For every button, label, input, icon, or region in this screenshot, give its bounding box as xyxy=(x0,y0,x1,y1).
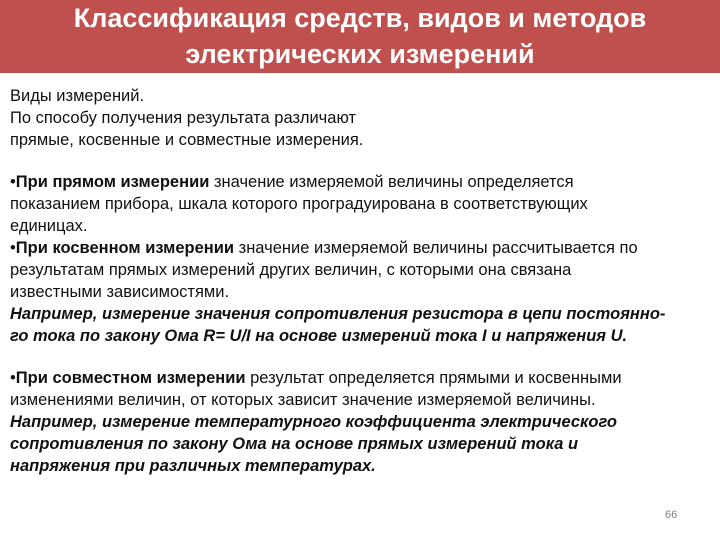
direct-measurement-line-1 xyxy=(10,171,710,193)
joint-measurement-text: результат определяется прямыми и косвенными xyxy=(245,369,622,387)
title-line-2: электрических измерений xyxy=(185,39,535,69)
joint-measurement-line-2: изменениями величин, от которых зависит значение измеряемой величины. xyxy=(10,391,596,409)
joint-measurement-line-1 xyxy=(10,367,710,389)
direct-measurement-text: значение измеряемой величины определяется xyxy=(209,173,574,191)
spacer xyxy=(10,347,710,367)
indirect-measurement-line-1 xyxy=(10,237,710,259)
indirect-example-line-2: го тока по закону Ома R= U/I на основе измерений тока I и напряжения U. xyxy=(10,327,628,345)
joint-example-line-2: сопротивления по закону Ома на основе прямых измерений тока и xyxy=(10,435,579,453)
title-line-1: Классификация средств, видов и методов xyxy=(73,3,647,33)
title-banner xyxy=(0,0,720,75)
spacer xyxy=(10,151,710,171)
joint-example-line-1: Например, измерение температурного коэффициента электрического xyxy=(10,413,617,431)
joint-example-line-3: напряжения при различных температурах. xyxy=(10,457,376,475)
slide-body xyxy=(10,85,710,477)
indirect-measurement-line-3: известными зависимостями. xyxy=(10,283,230,301)
intro-line-2: По способу получения результата различают xyxy=(10,109,357,127)
slide-title xyxy=(0,0,720,72)
joint-measurement-term: При совместном измерении xyxy=(15,369,246,387)
indirect-measurement-line-2: результатам прямых измерений других величин, с которыми она связана xyxy=(10,261,572,279)
indirect-example-line-1: Например, измерение значения сопротивления резистора в цепи постоянно- xyxy=(10,305,666,323)
direct-measurement-line-2: показанием прибора, шкала которого проградуирована в соответствующих xyxy=(10,195,588,213)
bullet: • xyxy=(10,239,16,257)
indirect-measurement-term: При косвенном измерении xyxy=(15,239,235,257)
indirect-measurement-text: значение измеряемой величины рассчитывается по xyxy=(234,239,638,257)
bullet: • xyxy=(10,173,16,191)
intro-heading: Виды измерений. xyxy=(10,87,145,105)
direct-measurement-line-3: единицах. xyxy=(10,217,88,235)
bullet: • xyxy=(10,369,16,387)
direct-measurement-term: При прямом измерении xyxy=(15,173,210,191)
intro-line-3: прямые, косвенные и совместные измерения. xyxy=(10,131,364,149)
page-number: 66 xyxy=(665,509,678,521)
